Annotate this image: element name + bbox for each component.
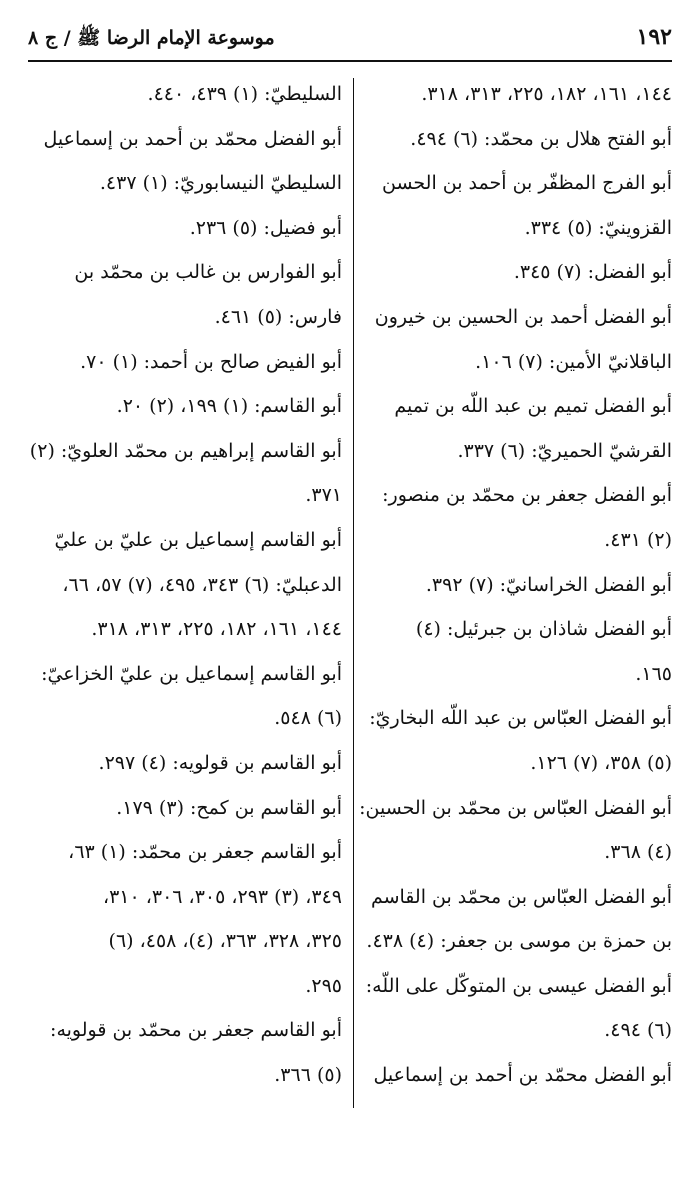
index-entry-line: الدعبليّ: (٦) ٣٤٣، ٤٩٥، (٧) ٥٧، ٦٦، [62, 573, 342, 596]
index-entry-line: السليطيّ النيسابوريّ: (١) ٤٣٧. [99, 172, 342, 195]
index-entry-line: ١٤٤، ١٦١، ١٨٢، ٢٢٥، ٣١٣، ٣١٨. [421, 83, 672, 105]
index-entry-line: أبو الفضل العبّاس بن محمّد بن القاسم [370, 885, 672, 908]
index-entry-line: أبو القاسم جعفر بن محمّد: (١) ٦٣، [68, 841, 342, 864]
index-entry-line: القزوينيّ: (٥) ٣٣٤. [524, 216, 672, 239]
page-header [28, 20, 672, 60]
index-column-right [352, 72, 672, 1112]
index-entry-line: أبو القاسم بن كمح: (٣) ١٧٩. [116, 796, 342, 819]
page-number: ١٩٢ [636, 24, 672, 50]
index-entry-line: ١٦٥. [635, 662, 672, 685]
index-entry-line: أبو الفتح هلال بن محمّد: (٦) ٤٩٤. [410, 127, 672, 150]
index-entry-line: أبو الفضل جعفر بن محمّد بن منصور: [382, 484, 672, 507]
index-entry-line: ٣٢٥، ٣٢٨، ٣٦٣، (٤)، ٤٥٨، (٦) [108, 930, 342, 953]
index-entry-line: القرشيّ الحميريّ: (٦) ٣٣٧. [457, 439, 672, 462]
index-column-left [30, 72, 342, 1112]
index-entry-line: أبو القاسم بن قولويه: (٤) ٢٩٧. [98, 751, 342, 774]
index-entry-line: أبو الفضل العبّاس بن عبد اللّه البخاريّ: [369, 707, 672, 730]
index-entry-line: أبو الفرج المظفّر بن أحمد بن الحسن [381, 172, 672, 195]
index-entry-line: أبو الفضل عيسى بن المتوكّل على اللّه: [365, 974, 672, 997]
index-entry-line: ٣٤٩، (٣) ٢٩٣، ٣٠٥، ٣٠٦، ٣١٠، [102, 885, 342, 908]
index-entry-line: ١٤٤، ١٦١، ١٨٢، ٢٢٥، ٣١٣، ٣١٨. [91, 618, 342, 641]
index-entry-line: أبو القاسم إسماعيل بن عليّ الخزاعيّ: [41, 662, 342, 685]
index-entry-line: (٦) ٥٤٨. [274, 707, 342, 730]
index-entry-line: (٢) ٤٣١. [604, 528, 672, 551]
index-entry-line: أبو الفضل العبّاس بن محمّد بن الحسين: [359, 796, 672, 819]
index-entry-line: السليطيّ: (١) ٤٣٩، ٤٤٠. [147, 83, 342, 105]
running-title: موسوعة الإمام الرضا ﷺ / ج ٨ [28, 27, 275, 49]
index-entry-line: أبو الفضل محمّد بن أحمد بن إسماعيل [43, 127, 342, 150]
header-rule [28, 60, 672, 62]
index-entry-line: أبو الفوارس بن غالب بن محمّد بن [74, 261, 342, 284]
index-entry-line: أبو القاسم: (١) ١٩٩، (٢) ٢٠. [116, 395, 342, 418]
index-entry-line: بن حمزة بن موسى بن جعفر: (٤) ٤٣٨. [366, 930, 672, 953]
index-entry-line: أبو الفيض صالح بن أحمد: (١) ٧٠. [80, 350, 342, 373]
index-entry-line: أبو القاسم إبراهيم بن محمّد العلويّ: (٢) [30, 439, 342, 462]
index-entry-line: (٦) ٤٩٤. [604, 1019, 672, 1042]
index-entry-line: فارس: (٥) ٤٦١. [214, 305, 342, 328]
index-entry-line: ٣٧١. [305, 484, 342, 507]
index-entry-line: الباقلانيّ الأمين: (٧) ١٠٦. [475, 350, 672, 373]
index-entry-line: أبو الفضل تميم بن عبد اللّه بن تميم [394, 395, 672, 418]
index-entry-line: أبو الفضل الخراسانيّ: (٧) ٣٩٢. [425, 573, 672, 596]
index-entry-line: أبو فضيل: (٥) ٢٣٦. [189, 216, 342, 239]
index-entry-line: (٥) ٣٦٦. [274, 1064, 342, 1087]
index-entry-line: أبو القاسم جعفر بن محمّد بن قولويه: [50, 1019, 342, 1042]
index-entry-line: أبو القاسم إسماعيل بن عليّ بن عليّ [54, 528, 342, 551]
index-entry-line: ٢٩٥. [305, 974, 342, 997]
column-divider [353, 78, 354, 1108]
index-entry-line: أبو الفضل محمّد بن أحمد بن إسماعيل [373, 1064, 672, 1087]
index-entry-line: أبو الفضل: (٧) ٣٤٥. [513, 261, 672, 284]
index-entry-line: أبو الفضل شاذان بن جبرئيل: (٤) [415, 618, 672, 641]
index-entry-line: أبو الفضل أحمد بن الحسين بن خيرون [374, 305, 672, 328]
index-entry-line: (٤) ٣٦٨. [604, 841, 672, 864]
index-entry-line: (٥) ٣٥٨، (٧) ١٢٦. [530, 751, 672, 774]
